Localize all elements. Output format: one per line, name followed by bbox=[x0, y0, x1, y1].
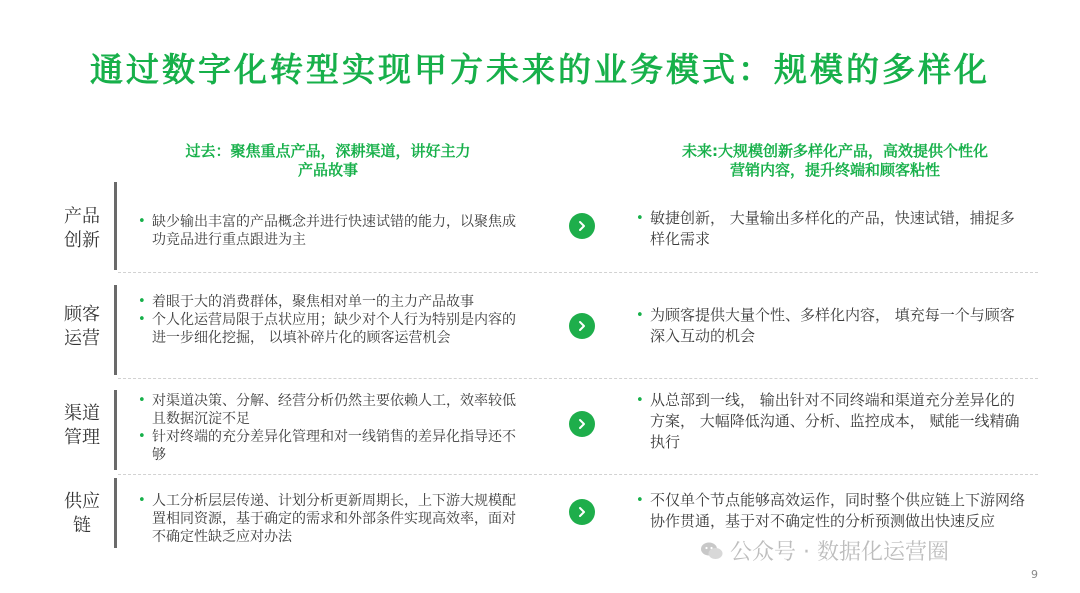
row-label-line: 顾客 bbox=[64, 304, 100, 325]
row-label-line: 创新 bbox=[64, 230, 100, 251]
column-header-past bbox=[148, 142, 508, 180]
row-label-line: 链 bbox=[73, 515, 91, 536]
list-item: • 缺少输出丰富的产品概念并进行快速试错的能力，以聚焦成功竞品进行重点跟进为主 bbox=[138, 213, 528, 249]
past-bullets-supply bbox=[138, 492, 528, 546]
list-item: • 敏捷创新， 大量输出多样化的产品，快速试错，捕捉多样化需求 bbox=[636, 208, 1026, 250]
column-header-past-line: 过去：聚焦重点产品，深耕渠道，讲好主力 bbox=[185, 142, 471, 160]
row-divider-bar bbox=[114, 478, 117, 548]
watermark-text: 公众号 · 数据化运营圈 bbox=[730, 540, 949, 565]
column-header-future bbox=[630, 142, 1040, 180]
chevron-right-circle-icon bbox=[569, 213, 595, 239]
list-item: • 针对终端的充分差异化管理和对一线销售的差异化指导还不够 bbox=[138, 428, 528, 464]
column-header-future-line: 营销内容，提升终端和顾客粘性 bbox=[729, 161, 940, 179]
row-divider-bar bbox=[114, 182, 117, 270]
past-bullets-channel bbox=[138, 392, 528, 464]
list-item: • 从总部到一线， 输出针对不同终端和渠道充分差异化的方案， 大幅降低沟通、分析、监控成本， 赋能一线精确执行 bbox=[636, 390, 1026, 453]
row-label-channel-management bbox=[52, 402, 112, 450]
list-item: • 个人化运营局限于点状应用；缺少对个人行为特别是内容的进一步细化挖掘， 以填补碎片化的顾客运营机会 bbox=[138, 311, 528, 347]
row-divider-bar bbox=[114, 285, 117, 375]
row-divider-bar bbox=[114, 390, 117, 470]
future-bullets-customer bbox=[636, 305, 1026, 347]
list-item: • 为顾客提供大量个性、多样化内容， 填充每一个与顾客深入互动的机会 bbox=[636, 305, 1026, 347]
page-number: 9 bbox=[1031, 568, 1038, 581]
future-bullets-channel bbox=[636, 390, 1026, 453]
past-bullets-product bbox=[138, 213, 528, 249]
column-header-future-line: 未来:大规模创新多样化产品，高效提供个性化 bbox=[681, 142, 988, 160]
future-bullets-supply bbox=[636, 490, 1026, 532]
chevron-right-circle-icon bbox=[569, 411, 595, 437]
column-header-past-line: 产品故事 bbox=[297, 161, 358, 179]
row-label-supply-chain bbox=[52, 490, 112, 538]
row-separator bbox=[118, 272, 1038, 273]
row-separator bbox=[118, 474, 1038, 475]
row-label-line: 产品 bbox=[64, 206, 100, 227]
chevron-right-circle-icon bbox=[569, 313, 595, 339]
future-bullets-product bbox=[636, 208, 1026, 250]
row-label-line: 供应 bbox=[64, 491, 100, 512]
chevron-right-circle-icon bbox=[569, 499, 595, 525]
row-label-line: 管理 bbox=[64, 427, 100, 448]
row-label-line: 渠道 bbox=[64, 403, 100, 424]
list-item: • 着眼于大的消费群体，聚焦相对单一的主力产品故事 bbox=[138, 293, 528, 311]
page-title: 通过数字化转型实现甲方未来的业务模式：规模的多样化 bbox=[90, 50, 990, 89]
row-separator bbox=[118, 378, 1038, 379]
wechat-icon bbox=[700, 539, 724, 563]
watermark bbox=[700, 535, 949, 566]
row-label-customer-operation bbox=[52, 303, 112, 351]
list-item: • 对渠道决策、分解、经营分析仍然主要依赖人工，效率较低且数据沉淀不足 bbox=[138, 392, 528, 428]
list-item: • 人工分析层层传递、计划分析更新周期长，上下游大规模配置相同资源，基于确定的需求和外部条件实现高效率，面对不确定性缺乏应对办法 bbox=[138, 492, 528, 546]
past-bullets-customer bbox=[138, 293, 528, 347]
row-label-product-innovation bbox=[52, 205, 112, 253]
row-label-line: 运营 bbox=[64, 328, 100, 349]
list-item: • 不仅单个节点能够高效运作，同时整个供应链上下游网络协作贯通，基于对不确定性的分析预测做出快速反应 bbox=[636, 490, 1026, 532]
